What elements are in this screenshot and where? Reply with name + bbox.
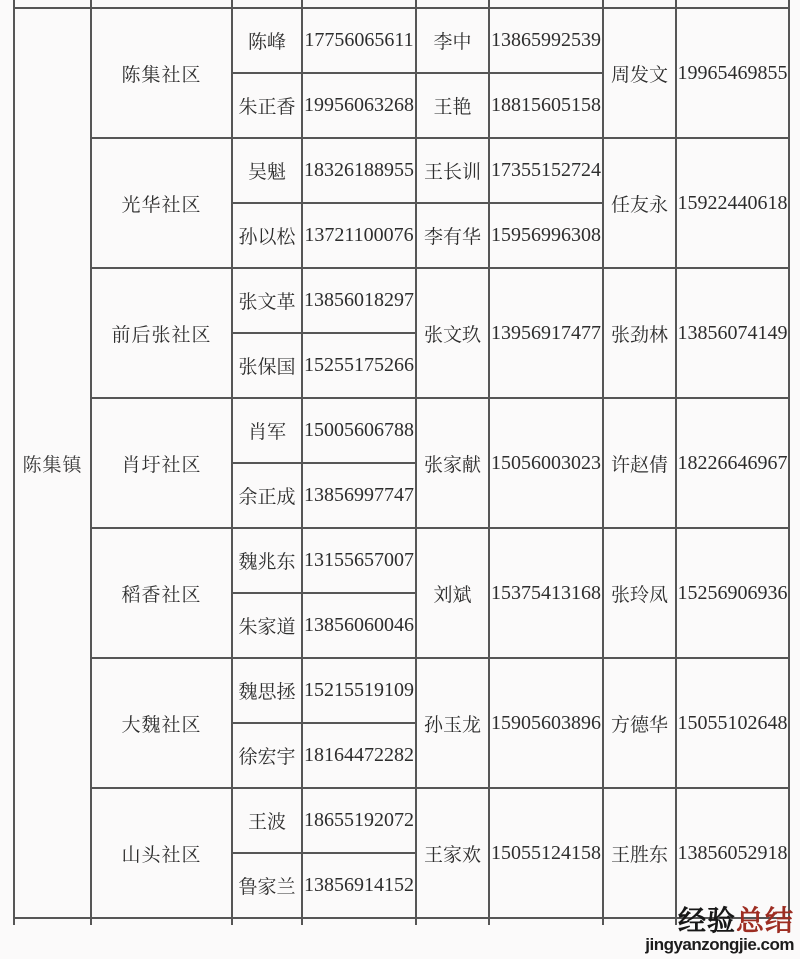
contact-phone-cell: 13155657007 [302,528,416,593]
edge-cell [676,0,789,8]
contact-phone-cell: 13856997747 [302,463,416,528]
contact-name-cell: 张文革 [232,268,302,333]
contact-name-cell: 陈峰 [232,8,302,73]
contact-table [13,0,790,925]
contact-name-cell: 肖军 [232,398,302,463]
edge-cell [489,0,603,8]
edge-cell [302,0,416,8]
contact-name-cell: 李有华 [416,203,489,268]
contact-phone-cell: 13865992539 [489,8,603,73]
contact-phone-cell: 18326188955 [302,138,416,203]
contact-name-cell: 王胜东 [603,788,676,918]
edge-cell [232,918,302,925]
contact-name-cell: 张保国 [232,333,302,398]
contact-name-cell: 吴魁 [232,138,302,203]
contact-name-cell: 张劲林 [603,268,676,398]
contact-phone-cell: 15956996308 [489,203,603,268]
contact-phone-cell: 15215519109 [302,658,416,723]
contact-phone-cell: 13956917477 [489,268,603,398]
contact-phone-cell: 18815605158 [489,73,603,138]
edge-cell [232,0,302,8]
contact-name-cell: 王长训 [416,138,489,203]
contact-phone-cell: 15255175266 [302,333,416,398]
town-cell: 陈集镇 [14,8,91,918]
contact-phone-cell: 13856018297 [302,268,416,333]
contact-name-cell: 李中 [416,8,489,73]
edge-cell [14,0,91,8]
watermark-domain: jingyanzongjie.com [645,935,794,954]
contact-phone-cell: 18655192072 [302,788,416,853]
watermark-brand [645,907,794,935]
contact-phone-cell: 13856060046 [302,593,416,658]
community-cell: 肖圩社区 [91,398,232,528]
contact-name-cell: 孙以松 [232,203,302,268]
table-body [14,0,789,925]
contact-name-cell: 王家欢 [416,788,489,918]
contact-phone-cell: 17355152724 [489,138,603,203]
contact-name-cell: 王波 [232,788,302,853]
contact-name-cell: 朱家道 [232,593,302,658]
contact-phone-cell: 19965469855 [676,8,789,138]
contact-name-cell: 刘斌 [416,528,489,658]
contact-name-cell: 方德华 [603,658,676,788]
contact-phone-cell: 15056003023 [489,398,603,528]
contact-name-cell: 鲁家兰 [232,853,302,918]
contact-phone-cell: 13721100076 [302,203,416,268]
contact-phone-cell: 15055102648 [676,658,789,788]
edge-cell [416,0,489,8]
contact-phone-cell: 19956063268 [302,73,416,138]
contact-name-cell: 张玲凤 [603,528,676,658]
edge-cell [91,918,232,925]
contact-name-cell: 周发文 [603,8,676,138]
contact-phone-cell: 15922440618 [676,138,789,268]
contact-name-cell: 张家献 [416,398,489,528]
contact-phone-cell: 15375413168 [489,528,603,658]
contact-phone-cell: 13856052918 [676,788,789,918]
contact-phone-cell: 15905603896 [489,658,603,788]
contact-phone-cell: 15256906936 [676,528,789,658]
contact-name-cell: 余正成 [232,463,302,528]
contact-name-cell: 朱正香 [232,73,302,138]
community-cell: 陈集社区 [91,8,232,138]
edge-cell [91,0,232,8]
edge-cell [14,918,91,925]
community-cell: 大魏社区 [91,658,232,788]
edge-cell [302,918,416,925]
community-cell: 稻香社区 [91,528,232,658]
community-cell: 山头社区 [91,788,232,918]
contact-phone-cell: 13856914152 [302,853,416,918]
contact-name-cell: 王艳 [416,73,489,138]
contact-name-cell: 张文玖 [416,268,489,398]
contact-phone-cell: 13856074149 [676,268,789,398]
contact-phone-cell: 17756065611 [302,8,416,73]
contact-name-cell: 任友永 [603,138,676,268]
contact-phone-cell: 15005606788 [302,398,416,463]
contact-name-cell: 许赵倩 [603,398,676,528]
community-cell: 光华社区 [91,138,232,268]
contact-name-cell: 孙玉龙 [416,658,489,788]
edge-cell [416,918,489,925]
contact-name-cell: 徐宏宇 [232,723,302,788]
watermark-brand-red: 总结 [735,905,794,936]
edge-cell [489,918,603,925]
contact-name-cell: 魏兆东 [232,528,302,593]
community-cell: 前后张社区 [91,268,232,398]
contact-phone-cell: 18226646967 [676,398,789,528]
watermark-brand-black: 经验 [677,905,736,936]
contact-phone-cell: 15055124158 [489,788,603,918]
contact-name-cell: 魏思拯 [232,658,302,723]
contact-phone-cell: 18164472282 [302,723,416,788]
watermark [645,907,794,953]
edge-cell [603,0,676,8]
